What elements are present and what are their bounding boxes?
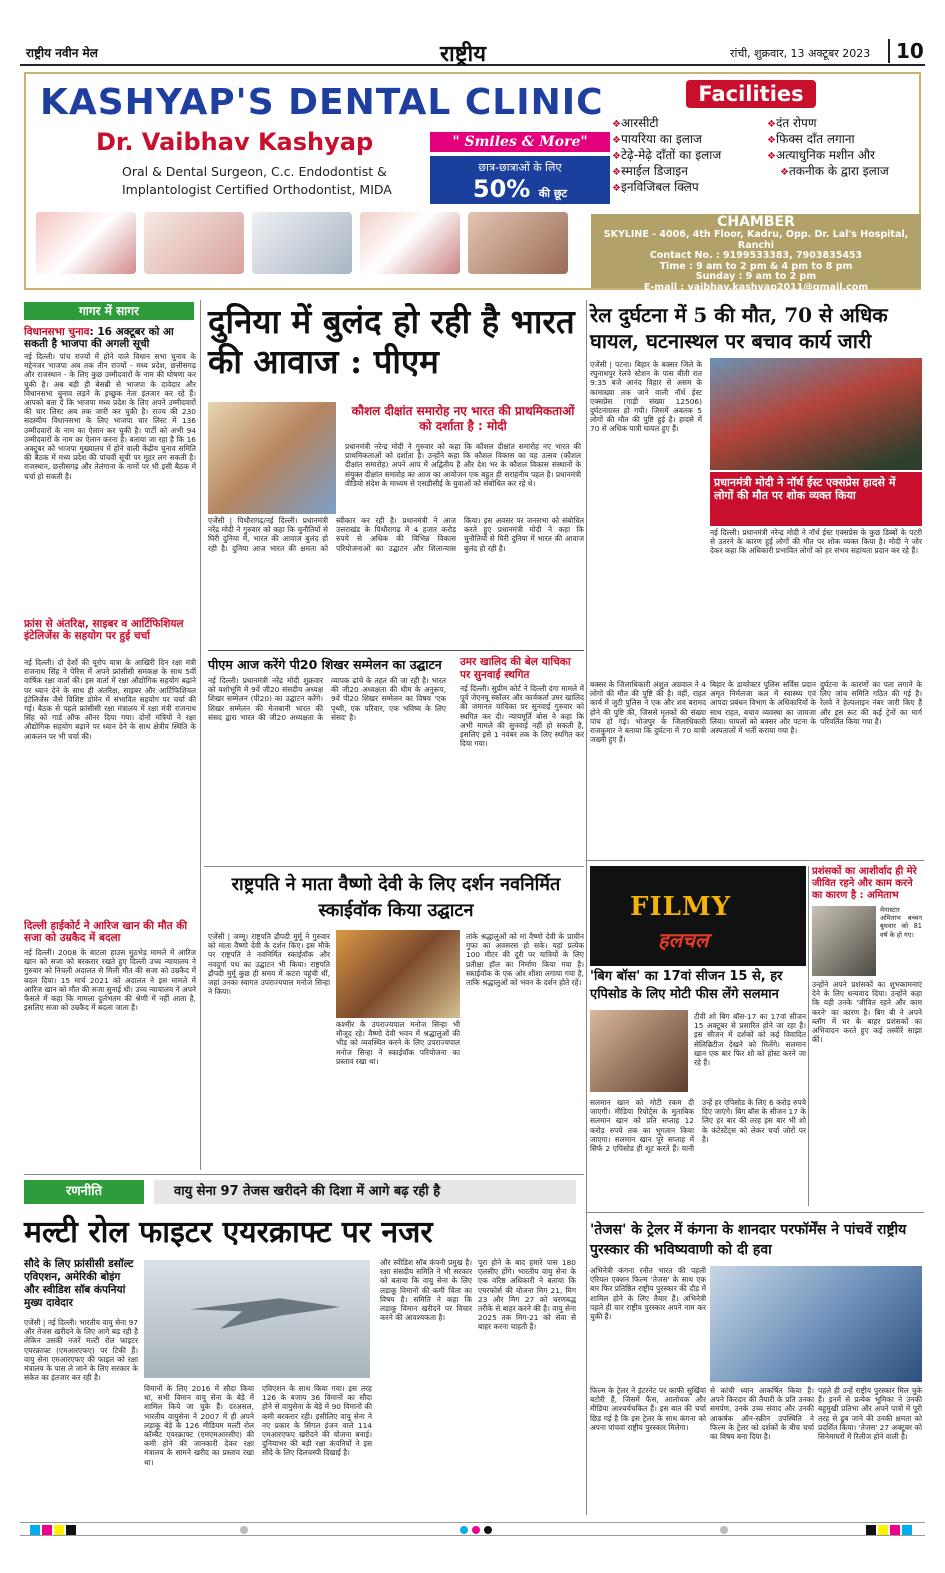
section-banner: गागर में सागर	[24, 302, 194, 320]
ad-degree-line-2: Implantologist Certified Orthodontist, MIDA	[122, 182, 392, 197]
service-item: ❖ टेढ़े-मेढ़े दाँतों का इलाज	[612, 146, 721, 163]
register-dot	[720, 1526, 728, 1534]
chamber-address: SKYLINE - 4006, 4th Floor, Kadru, Opp. Dr. Lal's Hospital, Ranchi	[603, 229, 909, 251]
salman-photo	[590, 1010, 688, 1092]
ad-doctor-name: Dr. Vaibhav Kashyap	[96, 128, 374, 156]
amitabh-photo	[812, 906, 876, 976]
newspaper-name: राष्ट्रीय नवीन मेल	[26, 46, 98, 60]
kangana-photo	[710, 1266, 922, 1382]
patient-image	[468, 212, 568, 274]
lead-subheadline: कौशल दीक्षांत समारोह नए भारत की प्राथमिकताओं को दर्शाता है : मोदी	[351, 404, 575, 433]
strategy-band	[24, 1180, 576, 1204]
chamber-info	[591, 214, 921, 293]
print-color-bar	[20, 1522, 925, 1536]
service-item: ❖ स्माईल डिजाइन	[612, 162, 688, 179]
smile-image	[360, 212, 460, 274]
page-number: 10	[888, 39, 924, 63]
story-headline: 'तेजस' के ट्रेलर में कंगना के शानदार परफॉर्मेंस ने पांचवें राष्ट्रीय पुरस्कार की भविष्यवाणी को दी हवा	[590, 1222, 907, 1258]
story-body: बक्सर के जिलाधिकारी अंशुल अग्रवाल ने 4 लोगों की मौत की पुष्टि की है। वहीं, राहत कार्य में जुटी पुलिस ने एक और शव बरामद होने की पुष्टि की, जिससे मृतकों की संख्या पांच हो गई। भोजपुर के जिलाधिकारी राजकुमार ने बताया कि दुर्घटना में 70 यात्री जख्मी हुए हैं।	[590, 680, 706, 745]
story-body: विमानों के लिए 2016 में सौदा किया था, सभी विमान वायु सेना के बेड़े में शामिल किये जा चुके हैं। दरअसल, भारतीय वायुसेना ने 2007 में ही अपने लड़ाकू बेड़े के 126 मीडियम मल्टी रोल कॉम्बैट एयरक्राफ्ट (एमएमआरसीए) की कमी होने की जानकारी देकर रक्षा मंत्रालय के सामने खरीद का प्रस्ताव रखा था।	[144, 1384, 254, 1467]
story-headline: पीएम आज करेंगे पी20 शिखर सम्मेलन का उद्घाटन	[208, 657, 442, 672]
jet-shape	[190, 1285, 340, 1329]
yellow-swatch	[54, 1525, 64, 1535]
facilities-badge: Facilities	[686, 80, 816, 108]
implant-image	[252, 212, 352, 274]
story-headline: दिल्ली हाईकोर्ट ने आरिज खान की मौत की सजा को उम्रकैद में बदला	[24, 920, 188, 944]
story-body: दुर्घटना के कारणों का पता लगाने के लिए जांच समिति गठित की गई है। रेलवे ने हेल्पलाइन नंबर जारी किए हैं और इस रूट की कई ट्रेनों का मार्ग परिवर्तित किया गया है।	[820, 680, 922, 726]
story-body: एजेंसी | पटना। बिहार के बक्सर जिले के रघुनाथपुर रेलवे स्टेशन के पास बीती रात 9:35 बजे आनंद विहार से असम के कामाख्या तक जाने वाली नॉर्थ ईस्ट एक्सप्रेस (गाड़ी संख्या 12506) दुर्घटनाग्रस्त हो गयी। जिसमें अबतक 5 लोगों की मौत की पुष्टि हुई है। हादसे में 70 से अधिक यात्री घायल हुए हैं।	[590, 360, 702, 434]
cyan-swatch	[902, 1525, 912, 1535]
story-body: नई दिल्ली। दो देशों की यूरोप यात्रा के आखिरी दिन रक्षा मंत्री राजनाथ सिंह ने पेरिस में अपने फ्रांसीसी समकक्ष के साथ 5वीं वार्षिक रक्षा वार्ता की। इस वार्ता में रक्षा औद्योगिक सहयोग बढ़ाने पर ध्यान देने के साथ ही अंतरिक्ष, साइबर और आर्टिफिशियल इंटेलिजेंस जैसे विशिष्ट डोमेन में संभावित सहयोग पर चर्चा की गई। बैठक से पहले फ्रांसीसी रक्षा मंत्रालय में रक्षा मंत्री राजनाथ सिंह को गार्ड ऑफ ऑनर दिया गया। दोनों मंत्रियों ने रक्षा औद्योगिक सहयोग बढ़ाने पर ध्यान देने के साथ क्षेत्रीय स्थिति के आकलन पर भी चर्चा की।	[24, 658, 196, 741]
story-body: मेगास्टार अमिताभ बच्चन बुधवार को 81 वर्ष के हो गए।	[880, 906, 922, 939]
row-divider	[586, 860, 924, 861]
story-body: फिल्म के ट्रेलर ने इंटरनेट पर काफी सुर्खियां बटोरी हैं, जिसमें फैंस, आलोचक और मीडिया आश्चर्यचकित हैं। इस बात की चर्चा छिड़ गई है कि इस ट्रेलर के साथ कंगना को अपना पांचवां राष्ट्रीय पुरस्कार मिलेगा।	[590, 1386, 706, 1432]
service-item: ❖ इनविजिबल क्लिप	[612, 178, 699, 195]
service-item: ❖ पायरिया का इलाज	[612, 130, 702, 147]
column-divider	[808, 866, 809, 1206]
story-body: बिहार के डायरेक्टर पुलिस सर्विस प्रदान अमृत निर्मलजा कल में स्वास्थ्य एवं आपदा प्रबंधन विभाग के अधिकारियों के साथ राहत, बचाव व्यवस्था का जायजा लिया। घायलों को बक्सर और पटना के अस्पतालों में भर्ती कराया गया है।	[710, 680, 816, 736]
masthead	[20, 36, 925, 66]
chamber-contact: Contact No. : 9199533383, 7903835453	[649, 250, 863, 261]
ad-discount-box	[430, 156, 610, 204]
row-divider	[24, 1174, 584, 1175]
cyan-swatch	[30, 1525, 40, 1535]
story-headline: फ्रांस से अंतरिक्ष, साइबर व आर्टिफिशियल इंटेलिजेंस के सहयोग पर हुई चर्चा	[24, 618, 184, 642]
story-body: कश्मीर के उपराज्यपाल मनोज सिन्हा भी मौजूद रहे। वैष्णो देवी भवन में श्रद्धालुओं की भीड़ को व्यवस्थित करने के लिए उपराज्यपाल मनोज सिन्हा ने स्काईवॉक परियोजना का प्रस्ताव रखा था।	[336, 1020, 460, 1066]
discount-suffix: की छूट	[538, 187, 568, 200]
story-body: एविएशन के साथ किया गया। इस तरह 126 के बजाय 36 विमानों का सौदा होने से वायुसेना के बेड़े में 90 विमानों की कमी बरकरार रही। इसीलिए वायु सेना ने नए प्रकार के सिंगल इंजन वाले 114 एमआरएफए खरीदने की योजना बनाई। दुनियाभर की बड़ी रक्षा कंपनियों ने इस सौदे के लिए दिलचस्पी दिखाई है।	[262, 1384, 372, 1458]
row-divider	[204, 866, 584, 867]
train-accident-photo	[710, 358, 922, 470]
dentures-image	[36, 212, 136, 274]
chamber-time: Time : 9 am to 2 pm & 4 pm to 8 pm	[659, 260, 853, 272]
dental-clinic-ad	[24, 72, 921, 293]
service-item: ❖ फिक्स दाँत लगाना	[767, 130, 855, 147]
story-body: नई दिल्ली। सुप्रीम कोर्ट ने दिल्ली दंगा मामले में पूर्व जेएनयू स्कॉलर और कार्यकर्ता उमर खालिद की जमानत याचिका पर सुनवाई गुरुवार को स्थगित कर दी। न्यायमूर्ति बोस ने कहा कि अभी मामले की सुनवाई नहीं हो सकती है, इसलिए इसे 1 नवंबर तक के लिए स्थगित कर दिया गया।	[460, 684, 584, 749]
ad-slogan: " Smiles & More"	[430, 132, 610, 152]
headline-black-part: : 16 अक्टूबर को आ सकती है भाजपा की अगली सूची	[24, 326, 174, 350]
story-body: अभिनेत्री कंगना रनौत भारत की पहली एरियल एक्शन फिल्म 'तेजस' के साथ एक बार फिर प्रतिष्ठित राष्ट्रीय पुरस्कार की दौड़ में शामिल होने के लिए तैयार हैं। अभिनेत्री पहले ही चार राष्ट्रीय पुरस्कार अपने नाम कर चुकी हैं।	[590, 1266, 706, 1322]
black-swatch	[866, 1525, 876, 1535]
fighter-jet-photo	[144, 1260, 370, 1378]
issue-date: रांची, शुक्रवार, 13 अक्टूबर 2023	[730, 47, 871, 60]
story-kicker: वायु सेना 97 तेजस खरीदने की दिशा में आगे बढ़ रही है	[154, 1180, 576, 1204]
chamber-sunday: Sunday : 9 am to 2 pm	[695, 271, 817, 282]
story-headline: राष्ट्रपति ने माता वैष्णो देवी के लिए दर्शन नवनिर्मित स्काईवॉक किया उद्घाटन	[231, 874, 561, 921]
filmy-halchal-banner	[590, 866, 806, 966]
magenta-swatch	[42, 1525, 52, 1535]
story-body: एजेंसी | जम्मू। राष्ट्रपति द्रौपदी मुर्मू ने गुरुवार को माता वैष्णो देवी के दर्शन किए। इस मौके पर राष्ट्रपति ने नवनिर्मित स्काईवॉक और नवदुर्गा पथ का उद्घाटन भी किया। राष्ट्रपति द्रौपदी मुर्मू कुछ ही समय में कटरा पहुंची थीं, जहां उनका स्वागत उपराज्यपाल मनोज सिन्हा ने किया।	[208, 932, 330, 997]
register-dot	[460, 1526, 468, 1534]
story-headline: उमर खालिद की बेल याचिका पर सुनवाई स्थगित	[460, 656, 571, 681]
section-title: राष्ट्रीय	[440, 41, 487, 67]
story-headline: 'बिग बॉस' का 17वां सीजन 15 से, हर एपिसोड के लिए मोटी फीस लेंगे सलमान	[590, 969, 783, 1002]
pm-photo	[208, 402, 336, 514]
section-tag: रणनीति	[24, 1180, 144, 1204]
column-divider	[200, 300, 201, 1170]
discount-label: छात्र-छात्राओं के लिए	[478, 161, 562, 174]
story-headline: रेल दुर्घटना में 5 की मौत, 70 से अधिक घायल, घटनास्थल पर बचाव कार्य जारी	[590, 303, 888, 353]
story-body: नई दिल्ली। प्रधानमंत्री नरेंद्र मोदी शुक्रवार को यशोभूमि में 9वें जी20 संसदीय अध्यक्ष शिखर सम्मेलन (पी20) का उद्घाटन करेंगे। शिखर सम्मेलन की मेजबानी भारत की संसद द्वारा भारत की जी20 अध्यक्षता के व्यापक ढांचे के तहत की जा रही है। भारत की जी20 अध्यक्षता की थीम के अनुरूप, 9वें पी20 शिखर सम्मेलन का विषय 'एक पृथ्वी, एक परिवार, एक भविष्य के लिए संसद' है।	[208, 676, 446, 722]
president-photo	[336, 930, 460, 1018]
row-divider	[586, 1212, 924, 1213]
story-body: टीवी शो बिग बॉस-17 का 17वां सीजन 15 अक्टूबर से प्रसारित होने जा रहा है। इस सीजन में दर्शकों को कई विवादित सेलिब्रिटीज देखने को मिलेंगे। सलमान खान एक बार फिर शो को होस्ट करने जा रहे हैं।	[694, 1012, 806, 1068]
chamber-email: E-mail : vaibhav.kashyap2011@gmail.com	[643, 281, 869, 293]
story-body: एजेंसी | नई दिल्ली। भारतीय वायु सेना 97 और तेजस खरीदने के लिए आगे बढ़ रही है लेकिन उसकी नजरें मल्टी रोल फाइटर एयरक्राफ्ट (एमआरएफए) पर टिकी हैं। वायु सेना एमआरएफए की फाइल को रक्षा मंत्रालय के पास ले जाने के लिए सरकार के संकेत का इंतजार कर रही है।	[24, 1318, 138, 1383]
filmy-subtitle: हलचल	[658, 928, 709, 952]
story-subheadline: सौदे के लिए फ्रांसीसी डसॉल्ट एविएशन, अमेरिकी बोइंग और स्वीडिश सॉब कंपनियां मुख्य दावेदार	[24, 1258, 134, 1309]
story-body: पूरा होने के बाद हमारे पास 180 एलसीए होंगे। भारतीय वायु सेना के एक वरिष्ठ अधिकारी ने बताया कि एयरफोर्स की योजना मिग 21, मिग 23 और मिग 27 को चरणबद्ध तरीके से बाहर करने की है। वायु सेना 2025 तक मिग-21 को सेवा से बाहर करना चाहती है।	[478, 1258, 576, 1332]
discount-percent: 50%	[472, 175, 531, 203]
register-dot	[484, 1526, 492, 1534]
yellow-swatch	[878, 1525, 888, 1535]
black-swatch	[66, 1525, 76, 1535]
story-body: उन्होंने अपने प्रशंसकों का शुभकामनाएं देने के लिए धन्यवाद दिया। उन्होंने कहा कि यही उनके 'जीवित रहने और काम करने' का कारण है। बिग बी ने अपने ब्लॉग में घर के बाहर प्रशंसकों का अभिवादन करते हुए कई तस्वीरें साझा कीं।	[812, 980, 922, 1045]
ad-title: KASHYAP'S DENTAL CLINIC	[40, 82, 604, 123]
magenta-swatch	[890, 1525, 900, 1535]
headline-red-part: विधानसभा चुनाव	[24, 326, 90, 338]
register-dot	[240, 1526, 248, 1534]
service-item-continued: ❖ तकनीक के द्वारा इलाज	[780, 162, 889, 179]
story-headline: मल्टी रोल फाइटर एयरक्राफ्ट पर नजर	[24, 1215, 433, 1250]
story-body: नई दिल्ली। पांच राज्यों में होने वाले विधान सभा चुनाव के मद्देनजर भाजपा अब तक तीन राज्यों - मध्य प्रदेश, छत्तीसगढ़ और राजस्थान - के लिए कुछ उम्मीदवारों के नाम की घोषणा कर चुकी है। अब बड़ी ही बेसब्री से भाजपा के दावेदार और विधानसभा चुनाव लड़ने के इच्छुक नेता इंतजार कर रहे हैं। आपको बता दें कि भाजपा मध्य प्रदेश के लिए अपने उम्मीदवारों की चार लिस्ट अब तक जारी कर चुकी है। राज्य की 230 सदस्यीय विधानसभा के लिए भाजपा चार लिस्ट में 136 उम्मीदवारों के नाम का ऐलान कर चुकी है। पार्टी को अभी 94 उम्मीदवारों के नाम का ऐलान करना है। बताया जा रहा है कि 16 अक्टूबर को भाजपा मुख्यालय में होने वाली केंद्रीय चुनाव समिति की बैठक में मध्य प्रदेश की पांचवीं सूची पर मुहर लग सकती है। राजस्थान, छत्तीसगढ़ और तेलंगाना के नामों पर भी इसी बैठक में चर्चा हो सकती है।	[24, 352, 196, 481]
ad-degree-line-1: Oral & Dental Surgeon, C.c. Endodontist &	[122, 164, 387, 179]
discount-value	[430, 175, 610, 203]
register-dot	[472, 1526, 480, 1534]
filmy-logo: FILMY	[630, 892, 732, 922]
story-body: नई दिल्ली। प्रधानमंत्री नरेन्द्र मोदी ने नॉर्थ ईस्ट एक्सप्रेस के कुछ डिब्बों के पटरी से उतरने के कारण हुई लोगों की मौत पर शोक व्यक्त किया है। मोदी ने जोर देकर कहा कि अधिकारी प्रभावित लोगों को हर संभव सहायता प्रदान कर रहे हैं।	[710, 528, 922, 556]
story-body: से कांची ध्यान आकर्षित किया है। अपने किरदार की तैयारी के प्रति उनका समर्पण, उनके उच्च संवाद और उनकी आकर्षक ऑन-स्क्रीन उपस्थिति ने फिल्म के ट्रेलर को दर्शकों के बीच चर्चा का विषय बना दिया है।	[710, 1386, 814, 1442]
story-body: सलमान खान को मोटी रकम दी जाएगी। मीडिया रिपोर्ट्स के मुताबिक सलमान खान को प्रति सप्ताह 12 करोड़ रुपये तक का भुगतान किया जाएगा। सलमान खान पूरे सप्ताह में सिर्फ 2 एपिसोड ही शूट करते हैं। यानी उन्हें हर एपिसोड के लिए 6 करोड़ रुपये दिए जाएंगे। बिग बॉस के सीजन 17 के लिए हर बार की तरह इस बार भी शो के कंटेस्टेंट्स को लेकर चर्चा जोरों पर है।	[590, 1098, 806, 1154]
story-body: और स्वीडिश सॉब कंपनी प्रमुख है। रक्षा संसदीय समिति ने भी सरकार को बताया कि वायु सेना के लिए लड़ाकू विमानों की कमी चिंता का विषय है। समिति ने कहा कि लड़ाकू विमान खरीदने पर विचार करने की आवश्यकता है।	[380, 1258, 472, 1323]
lead-body: प्रधानमंत्री नरेन्द्र मोदी ने गुरुवार को कहा कि कौशल दीक्षांत समारोह नए भारत की प्राथमिकताओं को दर्शाता है। उन्होंने कहा कि कौशल विकास का यह उत्सव (कौशल दीक्षांत समारोह) अपने आप में अद्वितीय है और देश भर के कौशल विकास संस्थानों के संयुक्त दीक्षांत समारोह का आज का आयोजन एक बहुत ही सराहनीय पहल है। प्रधानमंत्री वीडियो संदेश के माध्यम से एसडीसीई के युवाओं को संबोधित कर रहे थे।	[345, 442, 581, 488]
rule	[208, 650, 584, 651]
chamber-title: CHAMBER	[717, 214, 795, 230]
lead-body: एजेंसी | पिथौरागढ़/नई दिल्ली। प्रधानमंत्री नरेंद्र मोदी ने गुरुवार को कहा कि चुनौतियों से घिरी दुनिया में, भारत की आवाज बुलंद हो रही है। दुनिया आज भारत की क्षमता को स्वीकार कर रही है। प्रधानमंत्री ने आज उत्तराखंड के पिथौरागढ़ में 4 हजार करोड़ रुपये से अधिक की विभिन्न विकास परियोजनाओं का उद्घाटन और शिलान्यास किया। इस अवसर पर जनसभा को संबोधित करते हुए प्रधानमंत्री मोदी ने कहा कि चुनौतियों से घिरी दुनिया में भारत की आवाज बुलंद हो रही है।	[208, 516, 584, 553]
photo-caption: प्रधानमंत्री मोदी ने नॉर्थ ईस्ट एक्सप्रेस हादसे में लोगों की मौत पर शोक व्यक्त किया	[710, 472, 922, 526]
story-body: तांके श्रद्धालुओं को मां वैष्णो देवी के प्राचीन गुफा का अवसरस हो सके। यहां प्रत्येक 100 मीटर की दूरी पर यात्रियों के लिए प्रतीक्षा हॉल का निर्माण किया गया है। स्काईवॉक के एक ओर शीशा लगाया गया है, ताकि श्रद्धालुओं को भवन के दर्शन होते रहें।	[466, 932, 584, 988]
story-headline	[24, 326, 196, 350]
lead-headline: दुनिया में बुलंद हो रही है भारत की आवाज : पीएम	[208, 302, 575, 381]
story-body: नई दिल्ली। 2008 के बाटला हाउस मुठभेड़ मामले में आरिज खान को सजा को बरकरार रखते हुए दिल्ली उच्च न्यायालय ने गुरुवार को निचली अदालत से मिली मौत की सजा को उम्रकैद में बदल दिया। 15 मार्च 2021 को अदालत ने इस मामले में आरिज खान को मौत की सजा सुनाई थी। उच्च न्यायालय ने अपने फैसले में कहा कि मामला दुर्लभतम की श्रेणी में नहीं आता है, इसलिए सजा को उम्रकैद में बदला जाता है।	[24, 948, 196, 1013]
service-item: ❖ दंत रोपण	[767, 114, 817, 131]
story-body: पहले ही उन्हें राष्ट्रीय पुरस्कार मिल चुके हैं। इनमें से प्रत्येक भूमिका ने उनकी बहुमुखी प्रतिभा और अपने पात्रों में पूरी तरह से डूब जाने की उनकी क्षमता को प्रदर्शित किया। 'तेजस' 27 अक्टूबर को सिनेमाघरों में रिलीज होने वाली है।	[818, 1386, 922, 1442]
story-headline: प्रशंसकों का आशीर्वाद ही मेरे जीवित रहने और काम करने का कारण है : अमिताभ	[812, 866, 917, 901]
dental-arch-image	[144, 212, 244, 274]
service-item: ❖ अत्याधुनिक मशीन और	[767, 146, 875, 163]
service-item: ❖ आरसीटी	[612, 114, 659, 131]
column-divider	[586, 300, 587, 1515]
